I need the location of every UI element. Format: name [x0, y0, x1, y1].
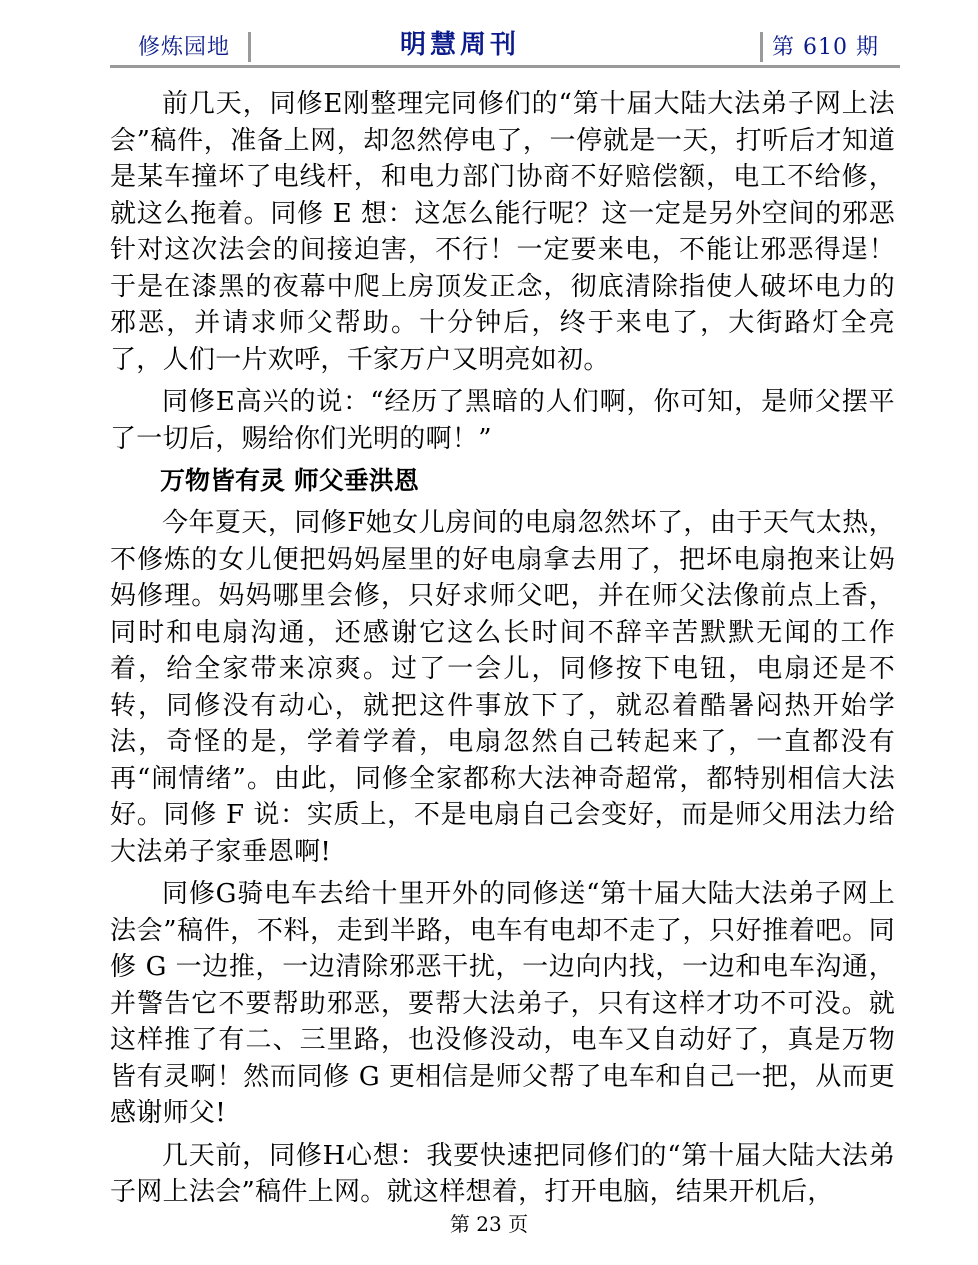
issue-number: 第 610 期	[772, 35, 879, 60]
section-name: 修炼园地	[138, 35, 231, 60]
publication-title: 明慧周刊	[400, 30, 521, 60]
paragraph: 同修E高兴的说：“经历了黑暗的人们啊，你可知，是师父摆平了一切后，赐给你们光明的啊！”	[110, 387, 895, 454]
page-header	[110, 22, 900, 68]
header-divider	[248, 32, 251, 62]
paragraph: 同修G骑电车去给十里开外的同修送“第十届大陆大法弟子网上法会”稿件，不料，走到半路，电车有电却不走了，只好推着吧。同修 G 一边推，一边清除邪恶干扰，一边向内找，一边和电车沟通，并警告它不要帮助邪恶，要帮大法弟子，只有这样才功不可没。就这样推了有二、三里路，也没修没动，电车又自动好了，真是万物皆有灵啊！然而同修 G 更相信是师父帮了电车和自己一把，从而更感谢师父!	[110, 879, 895, 1128]
header-rule	[110, 65, 900, 68]
page-number: 第 23 页	[449, 1212, 529, 1236]
article-body	[110, 86, 895, 1217]
section-heading: 万物皆有灵 师父垂洪恩	[160, 466, 419, 495]
paragraph: 今年夏天，同修F她女儿房间的电扇忽然坏了，由于天气太热，不修炼的女儿便把妈妈屋里的好电扇拿去用了，把坏电扇抱来让妈妈修理。妈妈哪里会修，只好求师父吧，并在师父法像前点上香，同时和电扇沟通，还感谢它这么长时间不辞辛苦默默无闻的工作着，给全家带来凉爽。过了一会儿，同修按下电钮，电扇还是不转，同修没有动心，就把这件事放下了，就忍着酷暑闷热开始学法，奇怪的是，学着学着，电扇忽然自己转起来了，一直都没有再“闹情绪”。由此，同修全家都称大法神奇超常，都特别相信大法好。同修 F 说：实质上，不是电扇自己会变好，而是师父用法力给大法弟子家垂恩啊!	[110, 508, 895, 867]
paragraph: 几天前，同修H心想：我要快速把同修们的“第十届大陆大法弟子网上法会”稿件上网。就这样想着，打开电脑，结果开机后，	[110, 1140, 895, 1207]
header-divider	[760, 32, 763, 62]
paragraph: 前几天，同修E刚整理完同修们的“第十届大陆大法弟子网上法会”稿件，准备上网，却忽然停电了，一停就是一天，打听后才知道是某车撞坏了电线杆，和电力部门协商不好赔偿额，电工不给修，就这么拖着。同修 E 想：这怎么能行呢？这一定是另外空间的邪恶针对这次法会的间接迫害，不行！一定要来电，不能让邪恶得逞！于是在漆黑的夜幕中爬上房顶发正念，彻底清除指使人破坏电力的邪恶，并请求师父帮助。十分钟后，终于来电了，大街路灯全亮了，人们一片欢呼，千家万户又明亮如初。	[110, 89, 895, 375]
